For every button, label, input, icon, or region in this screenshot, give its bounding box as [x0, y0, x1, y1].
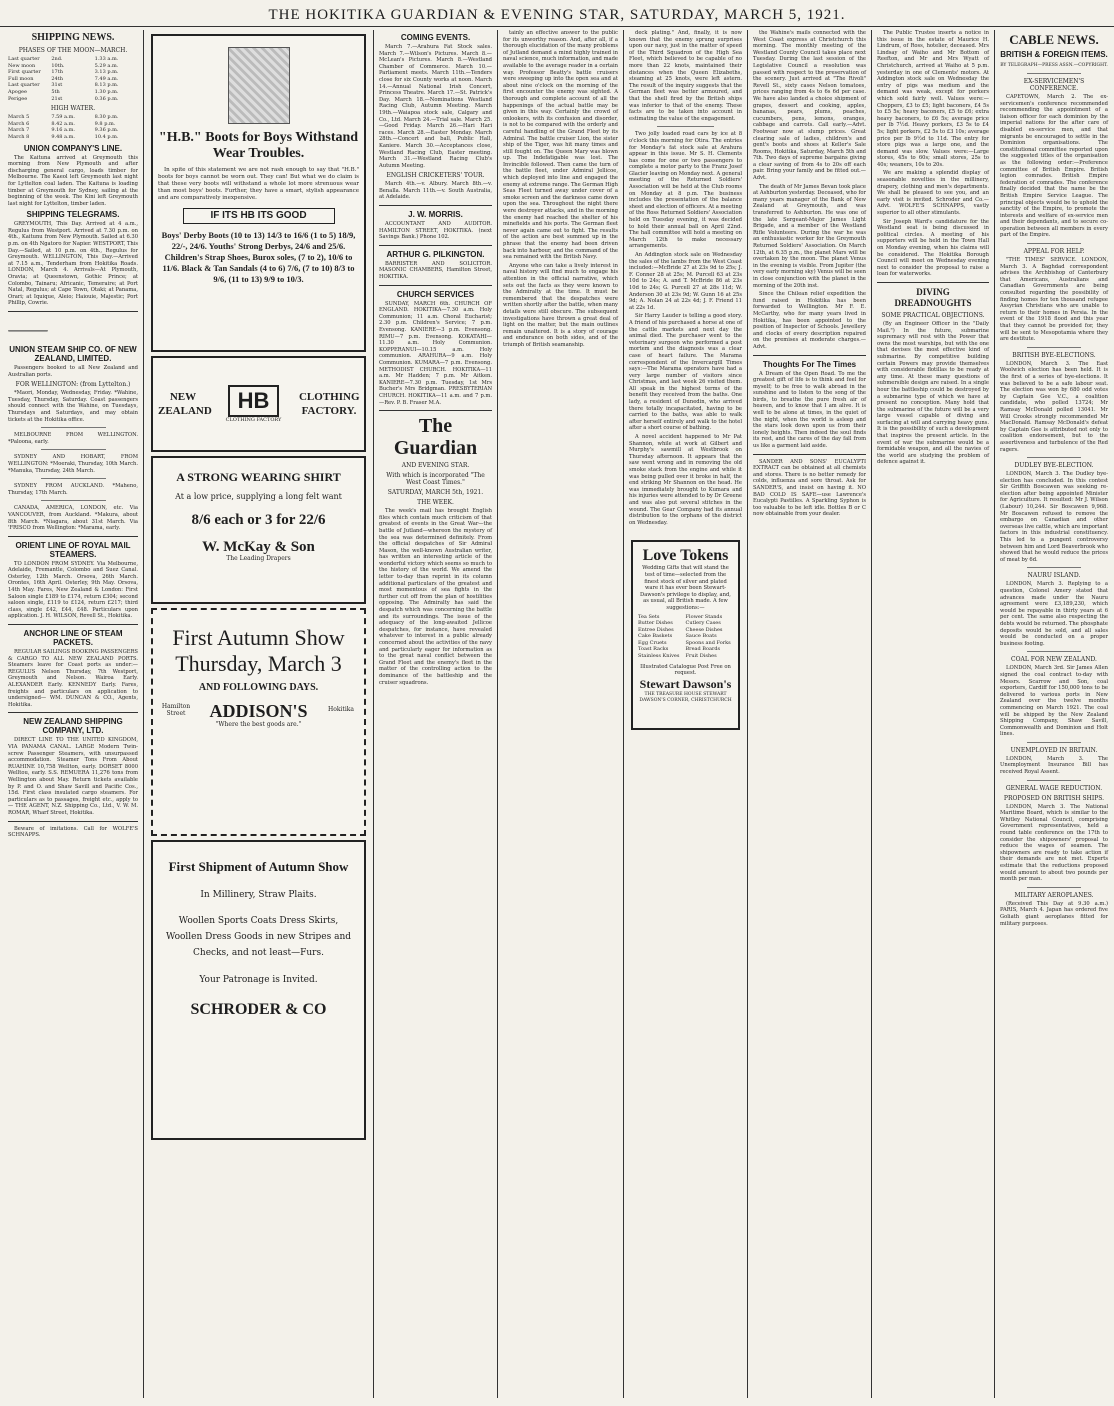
- schroder-invite: Your Patronage is Invited.: [199, 975, 318, 985]
- divider: [753, 355, 866, 356]
- shirt-price: 8/6 each or 3 for 22/6: [191, 512, 326, 528]
- events-text: March 7.—Arahura Fat Stock sales. March 7.—Wilson's Pictures. March 8.—McLean's Pictures. March 8.—Westland Chamber of Commerce. March 10.—Parliament meets. March 11th.—Tenders close for six County works at noon. March 14.—Annual National Irish Concert, Princess Theatre. March 17.—St. Patrick's Day. March 18.—Nominations Westland Racing Club, Autumn Meeting. March 19th.—Waiapoa stock sale, Calgary and Co., Ltd. March 24.—Trial sale. March 25.—Good Friday. March 26.—Hari Hari races. March 28.—Easter Monday. March 28th.—Concert and ball, Public Hall, Kaniere. March 30.—Acceptances close, Westland Racing Club, Easter meeting. March 31.—Westland Racing Club's Autumn Meeting.: [379, 44, 492, 169]
- table-cell: 3.13 p.m.: [94, 69, 119, 76]
- list-item: Tea Sets: [638, 613, 660, 620]
- pilkington-text: BARRISTER AND SOLICITOR. MASONIC CHAMBERS, Hamilton Street, HOKITIKA.: [379, 260, 492, 281]
- morris-title: J. W. MORRIS.: [408, 210, 463, 220]
- divider: [1027, 347, 1081, 348]
- table-cell: 8.13 p.m.: [94, 82, 119, 89]
- table-cell: 1.30 p.m.: [94, 88, 119, 95]
- divider: [41, 478, 106, 479]
- cable-item-title: APPEAL FOR HELP.: [1023, 248, 1085, 256]
- schroder-name: SCHRODER & CO: [190, 1000, 327, 1018]
- cable-item-text: CAPETOWN, March 2. The ex-servicemen's conference recommended recommending the appointment of a liaison officer for each dominion by the imperial nations for the after care of disabled ex-service men, and that migrants be encouraged to settle in the Dominion organisations. The constitutional committee reported upon the suggested titles of the organisation as the following order:—Preference committee of British Empire. British legion comrades. British Empire federation of comrades. The conference finally decided that the name be the British Empire Service League. The principal objects would be to uphold the sanctity of the Empire, to promote the interests and welfare of ex-service men and their dependants, and to secure co-operation between all members in every part of the Empire.: [1000, 94, 1108, 239]
- table-cell: 24th: [51, 75, 63, 82]
- table-cell: Full moon: [8, 75, 34, 82]
- love-text: Wedding Gifts that will stand the test of time—selected from the finest stock of silver and plated ware it has ever been Stewart-Dawson's privilege to display, and, as usual, all British made. A few suggestions:—: [640, 565, 731, 611]
- divider: [1027, 887, 1081, 888]
- church-text: SUNDAY, MARCH 6th. CHURCH OF ENGLAND. HOKITIKA—7.30 a.m. Holy Communion; 11 a.m. Choral Eucharist; 2.30 p.m. Children's Service; 7 p.m. Evensong. KANIERE—3 p.m. Evensong. RIMU—7 p.m. Evensong. KOKATAHI—11.30 a.m. Holy Communion. KOPPERANUI—10.15 a.m. Holy communion. ARAHURA—9 a.m. Holy Communion. KUMARA—7 p.m. Evensong. METHODIST CHURCH. HOKITIKA—11 a.m. Mr Hadden; 7 p.m. Mr Aitken. KANIERE—7.30 p.m. Tuesday, 1st Mrs Bucher's Mrs Bridgman. PRESBYTERIAN CHURCH. HOKITIKA—11 a.m. and 7 p.m.—Rev. P. B. Fraser M.A.: [379, 300, 492, 406]
- cable-item-title: COAL FOR NEW ZEALAND.: [1011, 656, 1097, 664]
- list-item: Sauce Boats: [685, 633, 717, 640]
- love-address: THE TREASURE HOUSE STEWART DAWSON'S CORNER, CHRISTCHURCH: [639, 691, 732, 704]
- cable-item-title: EX-SERVICEMEN'S CONFERENCE.: [1023, 78, 1085, 92]
- table-cell: 7.59 a.m.: [51, 114, 75, 121]
- column-news: [749, 30, 870, 1398]
- guardian-date: SATURDAY, MARCH 5th, 1921.: [387, 489, 484, 497]
- divider: [8, 311, 138, 312]
- divider: [41, 427, 106, 428]
- orient-text: TO LONDON FROM SYDNEY. Via Melbourne, Adelaide, Fremantle, Colombo and Suez Canal. Osterley, 12th March. Orsova, 26th March. Orontes, 16th April. Osterley, 9th May. Orsova, 14th May. Fares, New Zealand & London: First Saloon single £189 to £174, return £304; second saloon single, £119 to £124, return £217; third class, single £42, £44, £48. Particulars upon application. J. H. WILSON, Revell St., Hokitika.: [8, 560, 138, 620]
- news-text: the Wahine's mails connected with the West Coast express at Christchurch this morning. The monthly meeting of the Westland County Council takes place next Tuesday. During the last session of the Legislative Council a resolution was passed with respect to the preservation of the scenery. Just arrived at "The Rivoli" Revell St., sixty cases Nelson tomatoes, prices ranging from 4s to 6s 6d per case. We have also landed a choice shipment of grapes, dessert and cooking, apples, bananas, pears, plums, peaches, cucumbers, pens, lemons, oranges, cabbage and carrots. Call early.—Advt. Footwear now at slump prices. Great clearing sale of ladies, children's and gent's boots and shoes at Keller's Sale Rooms, Hokitika, Saturday, March 5th and 7th. Two days of supreme bargains giving a clear saving of from 4s to 20s off each pair. Bring your family and be fitted out.—Advt.: [753, 30, 866, 182]
- local-text: An Addington stock sale on Wednesday the sales of the lambs from the West Coast included:—McBride 27 at 23s 9d to 25s; J. F. Conner 28 at 25s; M. Purcell 63 at 23s 10d to 24s; A. and T. McBride 86 at 23s 10d to 24s; G. Purcell 27 at 28s 11d; W. Anderson 30 at 23s 9d; W. Gunn 16 at 25s 9d; A. Nolan 24 at 22s 4d; J. F. Friend 11 at 22s 1d.: [629, 252, 742, 311]
- column-rule: [497, 30, 498, 1398]
- nz-left: NEW ZEALAND: [158, 391, 212, 417]
- column-rule: [871, 30, 872, 1398]
- cricket-text: March 4th.—v. Albury. March 8th.—v. Benalla. March 11th.—v. South Australia, at Adelaide.: [379, 181, 492, 201]
- table-cell: March 8: [8, 133, 30, 140]
- love-title: Love Tokens: [642, 547, 729, 565]
- steamship-icon: [8, 316, 48, 342]
- table-cell: 9.48 a.m.: [51, 133, 75, 140]
- hb-logo-badge: HB: [228, 385, 280, 417]
- cable-item-title: DUDLEY BYE-ELECTION.: [1014, 462, 1094, 470]
- thoughts-text: A Dream of the Open Road. To me the greatest gift of life is to think and feel for myself; to be free to walk abroad in the sunshine and to listen to the song of the birds, to breathe the pure fresh air of heaven, and to know that I am alive. It is well to be alone at times, in the quiet of the night, when the world is asleep and the stars look down upon us from their lonely heights. Then indeed the soul finds its rest, and the cares of the day fall from us like a garment laid aside.: [753, 370, 866, 450]
- hb-logo: [226, 385, 282, 424]
- news-text: We are making a splendid display of seasonable novelties in the millinery, drapery, clothing and men's departments. We shall be pleased to see you, and an early visit is invited. Schroder and Co.—Advt. WOLFE'S SCHNAPPS, vastly superior to all other stimulants.: [877, 170, 989, 217]
- table-cell: Apogee: [8, 88, 27, 95]
- moon-title: PHASES OF THE MOON—MARCH.: [18, 47, 128, 54]
- column-events: [375, 30, 496, 1398]
- column-news-2: [873, 30, 993, 1398]
- show-title: First Autumn Show Thursday, March 3: [172, 625, 345, 676]
- table-cell: 8.30 p.m.: [94, 114, 119, 121]
- sydney-sailings: SYDNEY AND HOBART, FROM WELLINGTON: *Moeraki, Thursday, 10th March. *Manuka, Thursday, 24th March.: [8, 454, 138, 474]
- divider: [1027, 742, 1081, 743]
- addison-name: ADDISON'S: [209, 700, 308, 721]
- table-cell: Last quarter: [8, 56, 40, 62]
- table-cell: 9.36 p.m.: [94, 127, 119, 134]
- divider: [657, 126, 714, 127]
- cable-item-text: LONDON, March 3. The Unemployment Insurance Bill has received Royal Assent.: [1000, 755, 1108, 776]
- love-tokens-ad: [631, 540, 740, 730]
- list-item: Entree Dishes: [638, 626, 674, 633]
- list-item: Fruit Dishes: [685, 653, 717, 660]
- schroder-line: Woollen Sports Coats Dress Skirts,: [178, 916, 339, 926]
- divider: [1027, 73, 1081, 74]
- cricket-title: ENGLISH CRICKETERS' TOUR.: [386, 172, 485, 180]
- auckland-sailings: SYDNEY FROM AUCKLAND. *Maheno, Thursday, 17th March.: [8, 483, 138, 496]
- local-text: deck plating." And, finally, it is now known that the enemy sprung surprises upon our navy, just in the matter of speed of the Third Squadron of the High Sea Fleet, which believed to be capable of no more than 22 knots, maintained their distances when the Queen Elizabeths, steaming at 25 knots, were left astern. The result of the inquiry suggests that the German fleet was better armoured, and that the shell fired by the British ships was inferior to that of the enemy. These facts are to be taken into account in estimating the value of the engagement.: [629, 30, 742, 122]
- union-steam-for: FOR WELLINGTON: (from Lyttelton.): [15, 381, 131, 389]
- union-steam-title: UNION STEAM SHIP CO. OF NEW ZEALAND, LIMITED.: [9, 345, 137, 363]
- cable-item-title: NAURU ISLAND.: [1027, 572, 1081, 580]
- diving-text: (By an Engineer Officer in the "Daily Mail.") In the future, submarine supremacy will rest with the Power that owns the most warships, but with the one that devises the most effective kind of submarine. By competitive building certain Powers may provide themselves with considerable flotillas to be ready at any time. At these many questions of submersible design are raised. In a single hour the battleship could be destroyed by a submarine type of which we have at present no conception. Many hold that the submarine of the future will be a very large vessel capable of diving and surfacing at will and carrying heavy guns. It is the possibility of such a development that inspires the present article. In the event of war the submarine would be a formidable weapon, and all the navies of the world are studying the problem of defence against it.: [877, 320, 989, 466]
- guardian-title: The Guardian: [393, 415, 478, 460]
- cable-item-text: LONDON, March 3. The East Woolwich election has been held. It is the first of a series of bye-elections. It was believed to be a safe labour seat. The election was won by 680 odd votes by Captain Gee V.C., a coalition candidate, who polled 13724; Mr Ramsay McDonald polled 13041. Mr Will Crooks strongly recommended Mr MacDonald. Ramsay McDonald's defeat by Captain Gee is attributed not only to coalition endorsement, but to the assertiveness and turbulence of the Red ragers.: [1000, 360, 1108, 453]
- addison-right: Hokitika: [328, 706, 354, 714]
- diving-sub: SOME PRACTICAL OBJECTIONS.: [881, 311, 985, 319]
- divider: [8, 624, 138, 625]
- shirt-title: A STRONG WEARING SHIRT: [176, 470, 341, 484]
- local-text: Sir Harry Lauder is telling a good story. A friend of his purchased a horse at one of the cattle markets and next day the animal died. The purchaser went to the veterinary surgeon who performed a post mortem and the diagnosis was a clear case of heart failure. The Marama correspondent of the Invercargill Times says:—The Marama operators have had a very large number of visitors since Christmas, and last week 26 visited them. All speak in the highest terms of the benefit they received from the baths. One lady, a resident of Dunedin, who arrived there totally incapacitated, having to be carried to the baths, was able to walk after herself entirely and walk to the hotel after a short course of bathing.: [629, 313, 742, 432]
- divider: [379, 245, 492, 246]
- telegrams-title: SHIPPING TELEGRAMS.: [26, 210, 120, 220]
- table-cell: 9.8 p.m.: [94, 120, 116, 127]
- cable-item-text: LONDON, March 3. The National Maritime Board, which is similar to the Whitley National Council, comprising Government representatives, held a round table conference on the 17th to consider the shipowners' proposal to reduce the wages of seamen. The shipowners are ready to take action if their demands are not met. Experts estimate that the reductions proposed would amount to about two pounds per month per man.: [1000, 803, 1108, 883]
- news-text: Sir Joseph Ward's candidature for the Westland seat is being discussed in political circles. A meeting of his supporters will be held in the Town Hall on Monday evening, when his claims will be considered. The Hokitika Borough Council will meet on Wednesday evening next to consider the proposal to raise a loan for waterworks.: [877, 218, 989, 278]
- eucalypti-text: SANDER AND SONS' EUCALYPTI EXTRACT can be obtained at all chemists and stores. There is no better remedy for colds, influenza and sore throat. Ask for SANDER'S, and insist on having it. NO BAD COLD IS SAFE—use Lawrence's Eucalypti Pastilles. A Sparkling Syphon is too valuable to be left idle. Bottles B or C now obtainable from your dealer.: [753, 458, 866, 518]
- love-items: [638, 614, 733, 660]
- boy-illustration: [228, 47, 290, 124]
- union-steam-sub: Passengers booked to all New Zealand and Australian ports.: [8, 365, 138, 378]
- divider: [753, 454, 866, 455]
- union-text: The Kaituna arrived at Greymouth this morning from New Plymouth and after discharging general cargo, loads timber for Melbourne. The Kaeol left Greymouth last night for Lyttelton coal laden. The Kaituna is loading timber at Greymouth for Sydney, sailing at the beginning of the week. The Kini left Greymouth last night for Lyttelton, timber laden.: [8, 154, 138, 207]
- editorial-text: tainly an effective answer to the public for its unworthy reason. And, after all, if a thorough elucidation of the many problems of Jutland demand a mind highly trained in naval science, much information, and made available to the average reader in a certain way. Professor Beatty's battle cruisers were sweeping up into the open sea and at about nine o'clock on the morning of the first encounter the enemy was sighted. A thorough and complete account of all the happenings of the actual battle may be given in this way. Certainly the crowd of onlookers, with its confusion and disorder, is not to be compared with the orderly and careful handling of the Grand Fleet by its Admiral. The battle cruiser Lion, the sister ship of the Tiger, was hit many times and still fought on. The Queen Mary was blown up. The Indefatigable was lost. The Invincible followed. Then came the turn of the battle fleet, under Admiral Jellicoe, which deployed into line and engaged the enemy at extreme range. The German High Seas Fleet turned away under cover of a smoke screen and the darkness came down upon the sea. Throughout the night there were destroyer attacks, and in the morning the enemy had reached the shelter of his minefields and his ports. The German fleet never again came out to fight. The results of the action are best summed up in the phrase that the enemy had been driven back into harbour, and the command of the sea remained with the British Navy.: [503, 30, 618, 261]
- events-title: COMING EVENTS.: [400, 33, 471, 42]
- addison-row: [158, 700, 359, 722]
- cable-item-title: MILITARY AEROPLANES.: [1014, 891, 1094, 899]
- divider: [1027, 651, 1081, 652]
- table-cell: 17th: [51, 69, 63, 76]
- table-cell: 31st: [51, 82, 63, 89]
- moon-table: [8, 56, 138, 102]
- list-item: Cake Baskets: [638, 633, 673, 640]
- diving-title: DIVING DREADNOUGHTS: [894, 286, 972, 308]
- hb-logo-caption: CLOTHING FACTORY: [225, 416, 282, 423]
- cable-heading: CABLE NEWS.: [1009, 32, 1099, 47]
- column-rule: [373, 30, 374, 1398]
- column-rule: [994, 30, 995, 1398]
- table-cell: March 5: [8, 114, 30, 121]
- divider: [379, 205, 492, 206]
- nz-shipping-text: DIRECT LINE TO THE UNITED KINGDOM, VIA PANAMA CANAL. LARGE Modern Twin-screw Passenger Steamers, with unsurpassed accommodation. Steamer Tons From About RUAHINE 10,758 Wellton, early. DORSET 8000 Welltou, early. S.S. REMUERA 11,276 tons from Wellington about May. Return tickets available by P. and O. and Shaw Savill and Pacific Cos., 15d. First class insulated cargo steamers. For particulars as to passages, freight etc., apply to— THE AGENT, N.Z. Shipping Co., Ltd., V. W. M. ROMAR, Wharf Street, Hokitika.: [8, 737, 138, 816]
- divider: [8, 712, 138, 713]
- table-cell: 10th.: [51, 62, 65, 69]
- table-cell: 21st: [51, 95, 63, 102]
- hb-text: In spite of this statement we are not rash enough to say that "H.B." boots for boys cannot be worn out. They can! But what we do claim is that these very boots will withstand a whole lot more strenuous wear than most boys' boots. Further, they have a smart, stylish appearance and are comparatively inexpensive.: [158, 167, 359, 201]
- guardian-sub: AND EVENING STAR.: [401, 462, 470, 470]
- divider: [8, 821, 138, 822]
- divider: [1027, 243, 1081, 244]
- editorial-text: Anyone who can take a lively interest in naval history will find much to engage his attention in the official narrative, which sets out the facts as they were known to the Admiralty at the time. It must be remembered that the despatches were written shortly after the battle, when many details were still obscure. The subsequent investigations have thrown a great deal of light on the matter, but the main outlines remain unaltered. It is a story of courage and endurance on both sides, and of the triumph of British seamanship.: [503, 262, 618, 348]
- table-cell: 9.16 a.m.: [51, 127, 75, 134]
- schroder-line: In Millinery, Straw Plaits.: [200, 890, 317, 900]
- cable-item-title: BRITISH BYE-ELECTIONS.: [1012, 351, 1096, 359]
- clothing-factory-ad: [151, 356, 366, 452]
- column-editorial: [499, 30, 622, 1398]
- schroder-line: Woollen Dress Goods in new Stripes and Checks, and not least—Furs.: [165, 932, 352, 958]
- pilkington-title: ARTHUR G. PILKINGTON.: [386, 249, 485, 259]
- table-cell: Last quarter: [8, 82, 40, 89]
- divider: [1027, 567, 1081, 568]
- hb-title: "H.B." Boots for Boys Withstand Wear Troubles.: [158, 130, 359, 161]
- local-text: Two jolly loaded road cars by ice at 8 o'clock this morning for Otira. The entries for Monday's fat stock sale at Arahura appear in this issue. Mr S. H. Clements has come for one or two passengers to complete a motor party to the Franz Josef Glacier leaving on Monday next. A general meeting of the Returned Soldiers' Association will be held at the Club rooms on Monday at 8 p.m. The business includes the presentation of the balance sheet and election of officers. At a meeting of the Ross Returned Soldiers' Association held on Tuesday evening, it was decided to hold their annual ball on April 22nd. The hall committee will hold a meeting on March 12th to make necessary arrangements.: [629, 131, 743, 250]
- hb-prices: Boys' Derby Boots (10 to 13) 14/3 to 16/6 (1 to 5) 18/9, 22/-, 24/6. Youths' Strong Derbys, 24/6 and 25/6. Children's Strap Shoes, Burox soles, (7 to 2), 10/6 to 11/6. Black & Tan Sandals (4 to 6) 7/6, (7 to 10) 8/3 to 9/6, (11 to 13) 9/9 to 10/3.: [161, 230, 356, 284]
- column-local-news: [625, 30, 746, 1398]
- table-cell: 1.33 a.m.: [94, 56, 119, 62]
- anchor-text: REGULAR SAILINGS BOOKING PASSENGERS & CARGO TO ALL NEW ZEALAND PORTS. Steamers leave for Coast ports as under:— REGULUS Nelson Thursday, 7th Westport, Greymouth and Nelson. Wairoa Early. ALEXANDER Early. KENNEDY Early. Fares, freights and particulars on application to undersigned— WM. DUNCAN & CO., Agents, Hokitika.: [8, 649, 138, 708]
- column-rule: [747, 30, 748, 1398]
- melbourne-sailings: MELBOURNE FROM WELLINGTON. *Paloona, early.: [8, 432, 138, 445]
- orient-title: ORIENT LINE OF ROYAL MAIL STEAMERS.: [15, 540, 131, 559]
- local-text: A novel accident happened to Mr Pat Shannon, while at work at Gilbert and Murphy's sawmill at Westbrook on Thursday afternoon. It appears that the saw went wrong and in removing the old smoke stack from the engine and while it was being pulled over it broke in half, the end striking Mr Shannon on the head. He was immediately brought to Kumara and his injuries were attended to by Dr Greene and was also put several stitches in the wound. The Gear Company had its annual distribution to the orphans of the district on Wednesday.: [629, 434, 742, 526]
- union-steam-lines: *Maori, Monday, Wednesday, Friday. *Wahine, Tuesday, Thursday, Saturday. Coast passengers should connect with the Wahine, on Tuesdays, Thursdays and Saturdays, and may obtain tickets at the Hokitika office.: [8, 390, 138, 423]
- schnapps-footer: Beware of imitations. Call for WOLFE'S SCHNAPPS.: [8, 825, 138, 839]
- love-firm: Stewart Dawson's: [639, 676, 732, 691]
- divider: [41, 449, 106, 450]
- high-water-title: HIGH WATER.: [50, 105, 96, 113]
- cable-item-title: PROPOSED ON BRITISH SHIPS.: [1003, 794, 1105, 802]
- table-cell: 2nd.: [51, 56, 63, 62]
- table-cell: 8.42 a.m.: [51, 120, 75, 127]
- news-text: Since the Chilean relief expedition the fund raised in Hokitika has been forwarded to Wellington. Mr F. E. McCarthy, who for many years lived in Hokitika, has been appointed to the position of Inspector of Schools. Jewellery and clocks of every description repaired on the premises at moderate charges.—Advt.: [753, 291, 866, 350]
- week-text: The week's mail has brought English files which contain much criticism of that greatest of events in the Great War—the battle of Jutland—whereon the mystery of the sea was determined definitely. From the official despatches of Sir Admiral Mason, the well-known Australian writer, has written an interesting article of the wonderful victory which seems so much to the history of the world. We amend the letter to-day than reprint in its column additional particulars of the greatest and most momentous of sea fights in the further cut off from the plan of hostilities opposing. The Admiralty has said the despatch which was concerning the battle and its surroundings. The issue of the adequacy of the long-awaited Jellicoe despatches, for instance, have revealed whatever to interest in a public already concerned about the activities of the navy and particularly eager for information as to the great naval conflict between the Grand Fleet and the enemy's fleet in the matter of the controlling action to the dominance of the battleship and the cruiser squadrons.: [379, 508, 492, 686]
- list-item: Toast Racks: [638, 646, 669, 653]
- news-text: The death of Mr James Bevan took place at Ashburton yesterday. Deceased, who for many years manager of the Bank of New Zealand at Greymouth, and was transferred to Ashburton. He was one of the late Sergeant-Major James Light Brigade, and a member of the Westland Rifle Volunteers. During the war he was an enthusiastic worker for the Greymouth Returned Soldiers' Association. On March 12th, at 6.35 p.m., the planet Mars will be overtaken by the moon. The planet Venus in the evening is visible. From Jupiter (the very early morning sky) Venus will be seen in close conjunction with the planet in the morning of the 20th inst.: [753, 183, 866, 289]
- table-cell: 0.36 p.m.: [94, 95, 119, 102]
- shirt-tag: The Leading Drapers: [226, 555, 291, 562]
- table-cell: 5th: [51, 88, 60, 95]
- shipping-heading: SHIPPING NEWS.: [31, 32, 115, 43]
- column-shipping: [4, 30, 142, 1398]
- nz-right: CLOTHING FACTORY.: [298, 391, 360, 417]
- table-cell: 7.49 a.m.: [94, 75, 119, 82]
- cable-item-text: LONDON, March 3. The Dudley bye-election has concluded. In this contest Sir Griffith Boscawen was seeking re-election after being appointed Minister for Agriculture. It resulted: Mr J. Wilson (Labour) 10,244. Sir Boscawen 9,968. Mr Boscawen refused to remove the embargo on Canadian and other overseas live cattle, which are important factors in this industrial constituency. This led to a pungent controversy between him and Lord Beaverbrook who showed that he would reduce the prices of meat by 6d.: [1000, 471, 1108, 563]
- union-title: UNION COMPANY'S LINE.: [23, 143, 123, 153]
- cable-subheading: BRITISH & FOREIGN ITEMS.: [1000, 50, 1108, 59]
- morris-text: ACCOUNTANT AND AUDITOR. HAMILTON STREET, HOKITIKA. (next Savings Bank.) Phone 102.: [379, 221, 492, 241]
- table-cell: March 6: [8, 120, 30, 127]
- telegrams-text: GREYMOUTH, This Day. Arrived at 4 a.m., Regulus from Westport. Arrived at 7.30 p.m. on 4th., Kaitunu from New Plymouth. Sailed at 6.30 p.m. on 4th Ngatoro for Napier. WESTPORT, This Day.—Sailed, at 10 p.m. on 4th., Regulus for Greymouth. WELLINGTON, This Day.—Arrived at 7.15 a.m., Tenderham from Hokitika Roads. LONDON, March 4. Arrivals—At Plymouth, Oravia; at Queenstown, Gothic Prince; at Colombo, Tainaru; Africanic, Temeraire; at Port Natal, Regulus; at Cape Town, Otaki; at Panama, Orari; at Iquique, Aleio; Haiouie, Majestic; Port Phillip, Cowrie.: [8, 221, 138, 307]
- divider: [1027, 780, 1081, 781]
- cable-item-text: "THE TIMES" SERVICE. LONDON, March 3. A Baghdad correspondent advises the Archbishop of Canterbury that Americans, Australians and Canadian Governments are being consulted regarding the possibility of finding homes for ten thousand refugee Assyrian Christians who are unable to return to their homes in Persia. In the event of the 1918 flood and this year that they cannot be provided for, they will be sent to Mesopotamia where they are destitute.: [1000, 257, 1108, 343]
- list-item: Flower Stands: [685, 613, 723, 620]
- church-title: CHURCH SERVICES: [396, 289, 475, 299]
- table-cell: March 7: [8, 127, 30, 134]
- addison-tag: "Where the best goods are.": [215, 720, 302, 728]
- shirt-ad: [151, 456, 366, 604]
- divider: [379, 285, 492, 286]
- table-cell: New moon: [8, 62, 36, 69]
- list-item: Bread Boards: [685, 646, 721, 653]
- anchor-title: ANCHOR LINE OF STEAM PACKETS.: [23, 629, 123, 648]
- list-item: Cheese Dishes: [685, 626, 723, 633]
- column-cable-news: [996, 30, 1112, 1398]
- list-item: Cutlery Cases: [685, 620, 721, 627]
- column-ads: [145, 30, 372, 1398]
- table-cell: 10.4 p.m.: [94, 133, 119, 140]
- addison-left: Hamilton Street: [161, 703, 191, 717]
- show-sub: AND FOLLOWING DAYS.: [198, 682, 319, 693]
- cable-item-title: UNEMPLOYED IN BRITAIN.: [1010, 746, 1098, 754]
- cable-item-text: LONDON, March 3rd. Sir James Allen signed the coal contract to-day with Messrs. Scarrow and Son, coal exporters, Cardiff for 150,000 tons to be delivered to various ports in New Zealand over the twelve months commencing on March 1921. The coal will be shipped by the New Zealand Shipping Company, Shaw Savill, Commonwealth and Dominion and Holt lines.: [1000, 665, 1108, 738]
- love-catalogue: Illustrated Catalogue Post Free on request.: [640, 663, 731, 677]
- schroder-head: First Shipment of Autumn Show: [168, 859, 349, 874]
- divider: [8, 536, 138, 537]
- list-item: Stainless Knives: [638, 653, 680, 660]
- divider: [379, 410, 492, 411]
- guardian-motto: With which is incorporated "The West Coast Times.": [386, 472, 485, 487]
- shirt-shop: W. McKay & Son: [202, 539, 315, 555]
- cable-item-text: (Received This Day at 9.30 a.m.) PARIS, March 4. Japan has ordered five Goliath giant aeroplanes fitted for military purposes.: [1000, 900, 1108, 927]
- cable-credit: BY TELEGRAPH—PRESS ASSN.—COPYRIGHT.: [1000, 63, 1108, 68]
- divider: [1027, 457, 1081, 458]
- shirt-sub: At a low price, supplying a long felt want: [175, 492, 342, 501]
- list-item: Butter Dishes: [638, 620, 673, 627]
- list-item: Egg Cruets: [638, 639, 667, 646]
- divider: [877, 282, 989, 283]
- table-cell: 5.29 a.m.: [94, 62, 119, 69]
- nz-shipping-title: NEW ZEALAND SHIPPING COMPANY, LTD.: [23, 717, 123, 736]
- canada-sailings: CANADA, AMERICA, LONDON, etc. Via VANCOUVER, from Auckland. *Makura, about 8th March. *Niagara, about 31st March. Via 'FRISCO from Wellington: *Marama, early.: [8, 505, 138, 532]
- cable-item-title: GENERAL WAGE REDUCTION.: [1005, 784, 1103, 792]
- news-text: The Public Trustee inserts a notice in this issue in the estate of Maurice H. Lindrum, of Ross, hotelier, deceased. Mrs Lindsay of Waiho and Mr Bottom of Reefton, and Mr and Mrs Wyatt of Christchurch, arrived at Waiho at 5 p.m. yesterday in one of Clements' motors. At Addington stock sale on Wednesday the entry of pigs was medium and the demand was weak, except for porkers which sold fairly well. Values were:—Choppers, £3 to £5; light baconers, £4 5s to £5 5s; heavy baconers, £5 to £6; extra heavy baconers, to £6 5s; average price per lb 7½d. Heavy porkers, £3 5s to £4 5s; light porkers, £2 5s to £3 10s; average price per lb 9½d to 11d. The entry for store pigs was a large one, and the demand was slow. Values were:—Large stores, 45s to 60s; small stores, 25s to 40s; weaners, 10s to 20s.: [877, 30, 989, 168]
- table-cell: First quarter: [8, 69, 41, 76]
- masthead: THE HOKITIKA GUARDIAN & EVENING STAR, SATURDAY, MARCH 5, 1921.: [0, 4, 1114, 27]
- divider: [41, 500, 106, 501]
- autumn-show-ad: [151, 608, 366, 836]
- cable-item-text: LONDON, March 3. Replying to a question, Colonel Amery stated that advances made under the Nauru agreement were £3,189,230, which would be repayable in thirty years at 6 per cent. The same also respecting the debts would be returned. The phosphate deposits would be sold, and all sales would be conducted on a proper business footing.: [1000, 581, 1108, 647]
- hb-badge: IF ITS HB ITS GOOD: [183, 208, 335, 224]
- high-water-table: [8, 114, 138, 140]
- column-rule: [143, 30, 144, 1398]
- thoughts-title: Thoughts For The Times: [762, 359, 857, 369]
- hb-boots-ad: [151, 34, 366, 352]
- week-title: THE WEEK.: [417, 499, 454, 507]
- schroder-ad: [151, 840, 366, 1140]
- column-rule: [623, 30, 624, 1398]
- list-item: Spoons and Forks: [685, 639, 731, 646]
- table-cell: Perigee: [8, 95, 28, 102]
